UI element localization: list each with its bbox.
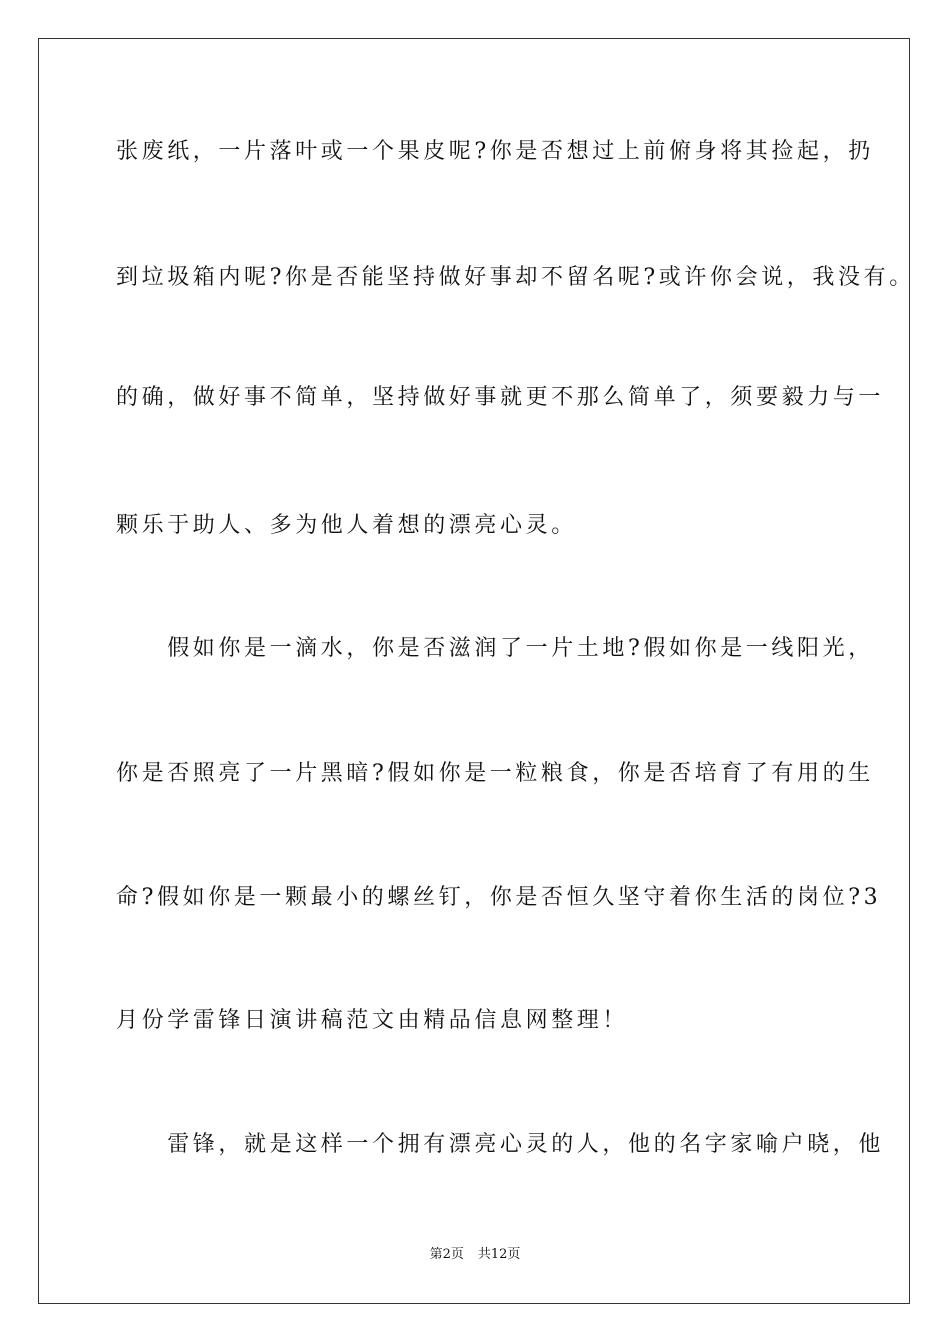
body-text-line: 命?假如你是一颗最小的螺丝钉，你是否恒久坚守着你生活的岗位?3: [116, 885, 882, 910]
body-text-line: 月份学雷锋日演讲稿范文由精品信息网整理！: [116, 1008, 629, 1033]
body-text-line: 你是否照亮了一片黑暗?假如你是一粒粮食，你是否培育了有用的生: [116, 761, 874, 786]
body-text-line: 颗乐于助人、多为他人着想的漂亮心灵。: [116, 513, 577, 538]
body-text-line: 假如你是一滴水，你是否滋润了一片土地?假如你是一线阳光，: [116, 636, 874, 661]
body-text-line: 的确，做好事不简单，坚持做好事就更不那么简单了，须要毅力与一: [116, 385, 885, 410]
body-text-line: 到垃圾箱内呢?你是否能坚持做好事却不留名呢?或许你会说，我没有。: [116, 265, 915, 290]
body-text-line: 雷锋，就是这样一个拥有漂亮心灵的人，他的名字家喻户晓，他: [116, 1132, 885, 1157]
page-number: 第2页: [429, 1247, 464, 1262]
body-text-line: 张废纸，一片落叶或一个果皮呢?你是否想过上前俯身将其捡起，扔: [116, 139, 874, 164]
total-pages: 共12页: [477, 1247, 521, 1262]
page-border: [38, 38, 915, 1304]
page-footer: [0, 1246, 950, 1264]
